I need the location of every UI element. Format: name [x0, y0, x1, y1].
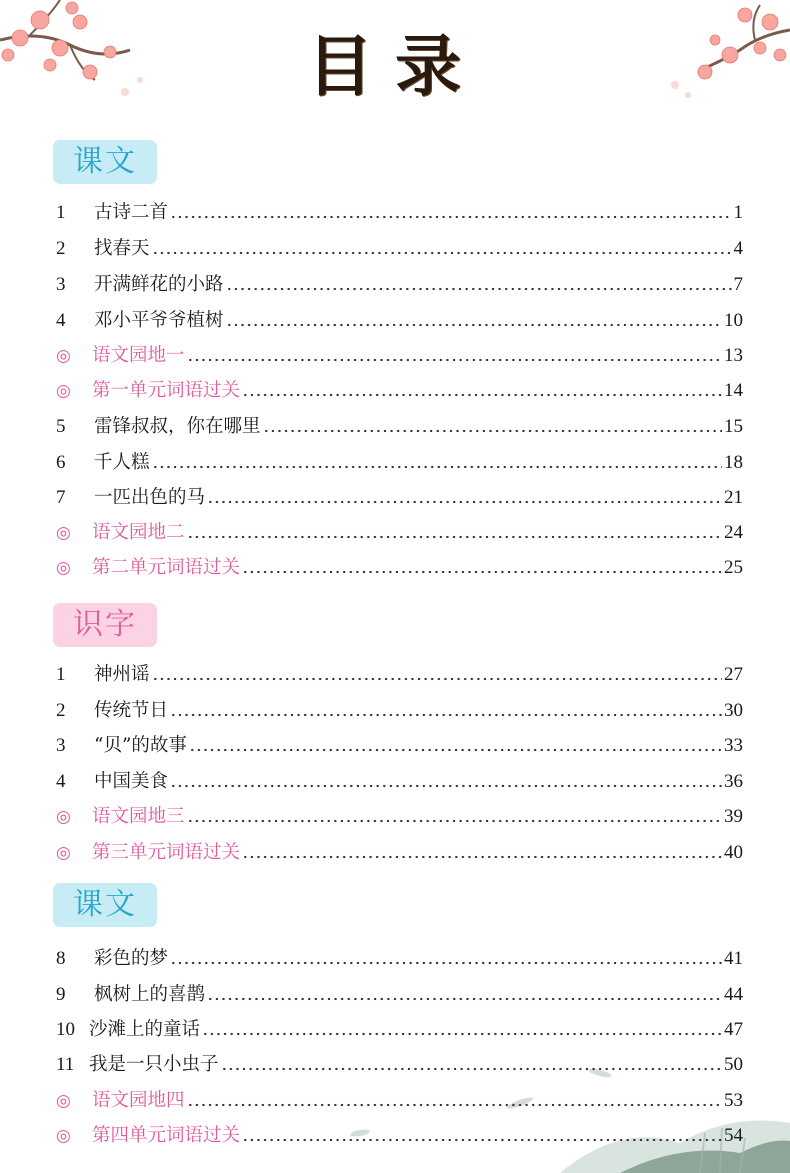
dot-leader	[242, 855, 722, 859]
entry-number: 7	[56, 487, 66, 508]
toc-entry-special[interactable]	[56, 341, 743, 371]
page-number: 50	[724, 1054, 743, 1075]
dot-leader	[202, 1032, 722, 1036]
toc-entry[interactable]	[56, 270, 743, 300]
entry-number: 2	[56, 238, 66, 259]
entry-number: 3	[56, 735, 66, 756]
toc-entry[interactable]	[56, 980, 743, 1010]
entry-number: 9	[56, 984, 66, 1005]
entry-title: 语文园地三	[92, 806, 185, 827]
toc-entry[interactable]	[56, 944, 743, 974]
circle-bullet-icon: ◎	[56, 523, 71, 543]
entry-number: 10	[56, 1019, 75, 1040]
entry-title: 千人糕	[94, 452, 150, 473]
entry-number: 5	[56, 416, 66, 437]
page-number: 47	[724, 1019, 743, 1040]
toc-entry-special[interactable]	[56, 838, 743, 868]
toc-entry-special[interactable]	[56, 1121, 743, 1151]
toc-entry[interactable]	[56, 660, 743, 690]
entry-number: 6	[56, 452, 66, 473]
toc-entry-special[interactable]	[56, 1086, 743, 1116]
page-number: 15	[724, 416, 743, 437]
dot-leader	[170, 784, 722, 788]
circle-bullet-icon: ◎	[56, 558, 71, 578]
entry-title: 古诗二首	[94, 202, 169, 223]
dot-leader	[152, 677, 722, 681]
page-number: 1	[733, 202, 743, 223]
page-number: 4	[733, 238, 743, 259]
page-number: 30	[724, 700, 743, 721]
entry-number: 4	[56, 310, 66, 331]
entry-title: 第三单元词语过关	[92, 842, 241, 863]
page-number: 40	[724, 842, 743, 863]
dot-leader	[170, 215, 731, 219]
circle-bullet-icon: ◎	[56, 381, 71, 401]
page-number: 25	[724, 557, 743, 578]
toc-entry[interactable]	[56, 412, 743, 442]
entry-title: 语文园地二	[92, 522, 185, 543]
entry-title: 雷锋叔叔，你在哪里	[94, 416, 261, 437]
entry-title: 语文园地一	[92, 345, 185, 366]
toc-entry-special[interactable]	[56, 518, 743, 548]
circle-bullet-icon: ◎	[56, 807, 71, 827]
dot-leader	[207, 500, 722, 504]
page-number: 36	[724, 771, 743, 792]
entry-number: 4	[56, 771, 66, 792]
entry-title: 传统节日	[94, 700, 169, 721]
entry-number: 1	[56, 202, 66, 223]
dot-leader	[242, 393, 722, 397]
dot-leader	[170, 961, 722, 965]
dot-leader	[207, 997, 722, 1001]
toc-entry[interactable]	[56, 306, 743, 336]
dot-leader	[226, 323, 722, 327]
section-label-kewen-2: 课文	[53, 883, 157, 927]
page-number: 24	[724, 522, 743, 543]
toc-entry[interactable]	[56, 1050, 743, 1080]
entry-title: 第四单元词语过关	[92, 1125, 241, 1146]
page-number: 33	[724, 735, 743, 756]
page-number: 14	[724, 380, 743, 401]
entry-title: 语文园地四	[92, 1090, 185, 1111]
circle-bullet-icon: ◎	[56, 1126, 71, 1146]
page-number: 13	[724, 345, 743, 366]
dot-leader	[187, 819, 722, 823]
entry-title: 第二单元词语过关	[92, 557, 241, 578]
toc-entry[interactable]	[56, 234, 743, 264]
toc-entry-special[interactable]	[56, 553, 743, 583]
dot-leader	[187, 535, 722, 539]
entry-title: 我是一只小虫子	[89, 1054, 219, 1075]
toc-entry[interactable]	[56, 696, 743, 726]
page-number: 7	[733, 274, 743, 295]
page-number: 41	[724, 948, 743, 969]
entry-number: 3	[56, 274, 66, 295]
dot-leader	[187, 1103, 722, 1107]
toc-entry[interactable]	[56, 1015, 743, 1045]
section-label-shizi: 识字	[53, 603, 157, 647]
page-number: 54	[724, 1125, 743, 1146]
toc-entry[interactable]	[56, 767, 743, 797]
dot-leader	[242, 570, 722, 574]
toc-entry[interactable]	[56, 448, 743, 478]
entry-title: 找春天	[94, 238, 150, 259]
page-title: 目录	[307, 28, 483, 105]
entry-number: 1	[56, 664, 66, 685]
dot-leader	[189, 748, 722, 752]
circle-bullet-icon: ◎	[56, 1091, 71, 1111]
entry-title: 开满鲜花的小路	[94, 274, 224, 295]
entry-title: 中国美食	[94, 771, 169, 792]
toc-entry[interactable]	[56, 731, 743, 761]
toc-entry-special[interactable]	[56, 376, 743, 406]
entry-title: 枫树上的喜鹊	[94, 984, 206, 1005]
entry-title: 一匹出色的马	[94, 487, 206, 508]
entry-number: 11	[56, 1054, 75, 1075]
circle-bullet-icon: ◎	[56, 843, 71, 863]
entry-title: 第一单元词语过关	[92, 380, 241, 401]
dot-leader	[221, 1067, 722, 1071]
entry-title: 沙滩上的童话	[89, 1019, 201, 1040]
section-label-kewen-1: 课文	[53, 140, 157, 184]
dot-leader	[170, 713, 722, 717]
entry-title: 彩色的梦	[94, 948, 169, 969]
dot-leader	[152, 251, 732, 255]
page-number: 21	[724, 487, 743, 508]
entry-title: 神州谣	[94, 664, 150, 685]
page-number: 18	[724, 452, 743, 473]
page-number: 39	[724, 806, 743, 827]
page-number: 27	[724, 664, 743, 685]
toc-entry[interactable]	[56, 198, 743, 228]
page-number: 53	[724, 1090, 743, 1111]
page-number: 10	[724, 310, 743, 331]
entry-number: 8	[56, 948, 66, 969]
page-number: 44	[724, 984, 743, 1005]
toc-entry-special[interactable]	[56, 802, 743, 832]
dot-leader	[242, 1138, 722, 1142]
entry-title: 邓小平爷爷植树	[94, 310, 224, 331]
entry-number: 2	[56, 700, 66, 721]
dot-leader	[226, 287, 732, 291]
circle-bullet-icon: ◎	[56, 346, 71, 366]
dot-leader	[152, 465, 722, 469]
entry-title: “贝”的故事	[94, 735, 187, 756]
dot-leader	[263, 429, 722, 433]
toc-entry[interactable]	[56, 483, 743, 513]
dot-leader	[187, 358, 722, 362]
